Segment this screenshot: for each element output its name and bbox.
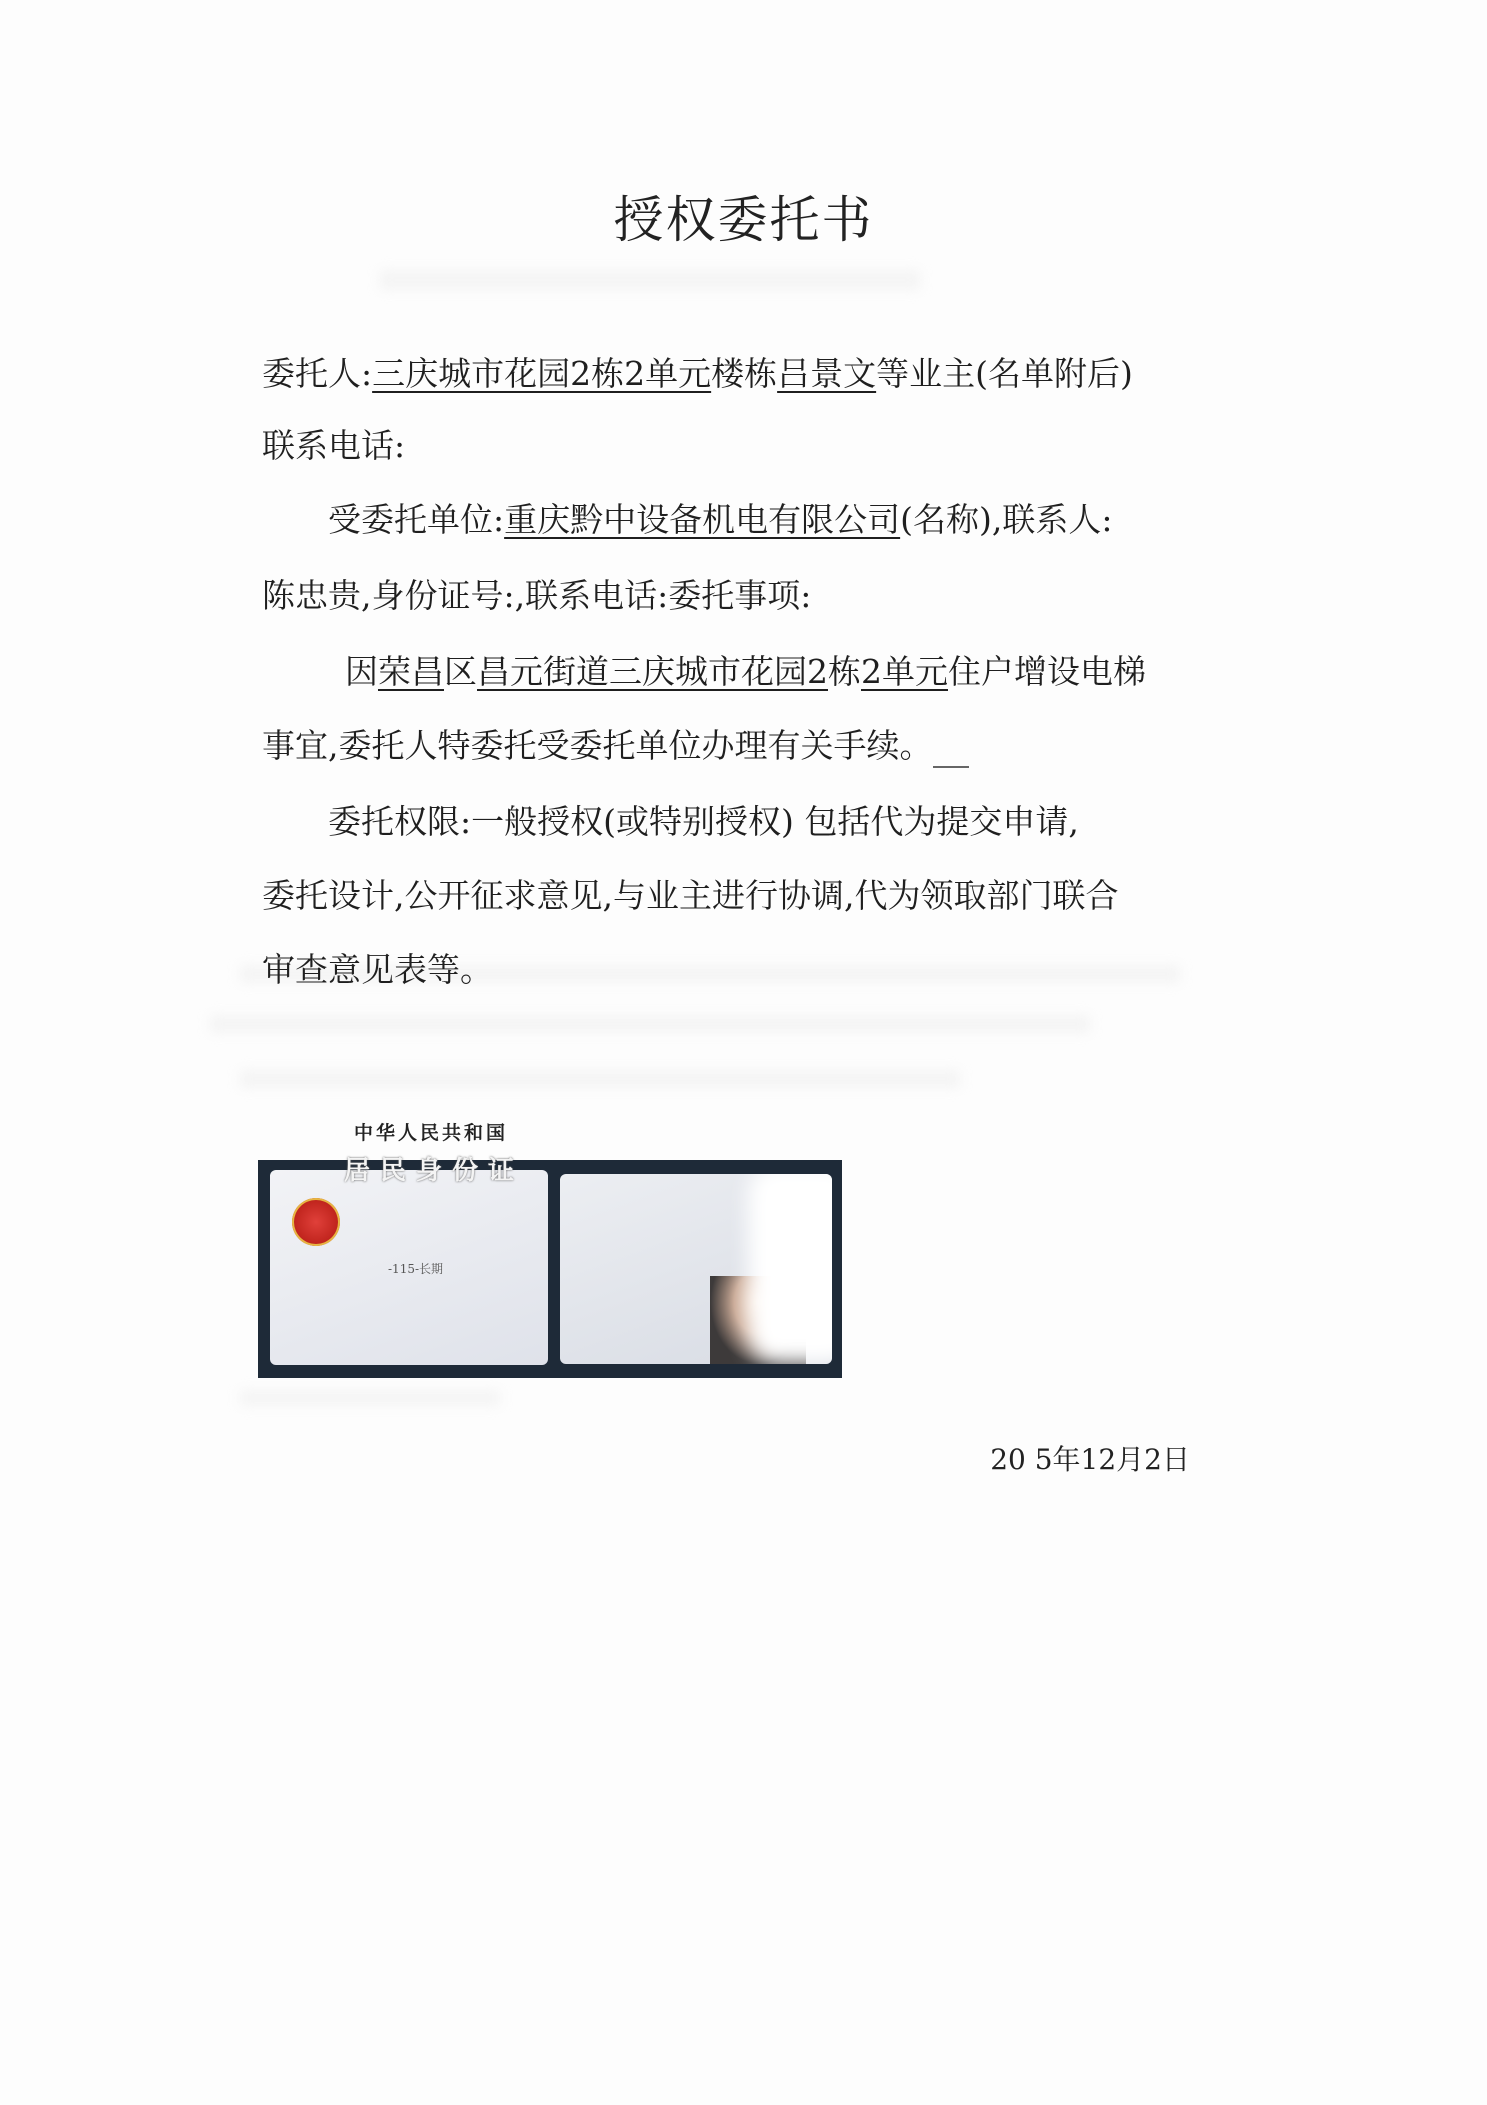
document-title: 授权委托书 [613,191,874,249]
principal-building-text: 楼栋 [711,354,778,393]
matter-text: 区 [444,652,477,691]
matter-line-2 [262,724,969,768]
matter-line [345,650,1146,694]
agent-suffix: (名称),联系人: [900,500,1113,539]
id-card-type: 居民身份证 [344,1156,525,1186]
scan-smudge [380,270,920,290]
redaction-blur [748,1174,832,1364]
agent-label: 受委托单位: [328,500,505,539]
id-card-country: 中华人民共和国 [354,1122,509,1144]
id-card-front [270,1170,548,1365]
matter-address: 昌元街道三庆城市花园2 [477,652,828,691]
matter-unit-number: 2 [861,652,882,691]
blank-underline [933,732,969,768]
agent-line-2: 陈忠贵,身份证号:,联系电话:委托事项: [262,576,812,615]
id-card-validity: -115-长期 [388,1262,444,1276]
authority-line-3: 审查意见表等。 [262,950,493,989]
id-card-photocopy [258,1118,842,1378]
agent-company: 重庆黔中设备机电有限公司 [504,500,901,539]
principal-address: 三庆城市花园2栋2单元 [372,354,712,393]
principal-suffix: 等业主(名单附后) [876,354,1133,393]
id-card-back [560,1174,832,1364]
scan-smudge [210,1015,1090,1033]
authority-line-2: 委托设计,公开征求意见,与业主进行协调,代为领取部门联合 [262,876,1119,915]
contact-phone-line [262,424,405,468]
principal-line [262,352,1133,396]
document-date: 20 5年12月2日 [990,1443,1190,1476]
scan-smudge [240,1390,500,1406]
matter-text: 事宜,委托人特委托受委托单位办理有关手续。 [262,726,933,765]
matter-text: 因 [345,652,378,691]
matter-unit: 单元 [882,652,948,691]
matter-text: 住户增设电梯 [948,652,1146,691]
scan-smudge [240,1070,960,1088]
principal-name: 吕景文 [777,354,877,393]
principal-label: 委托人: [262,354,373,393]
agent-line [328,498,1112,542]
contact-phone-label: 联系电话: [262,426,406,465]
authority-line-1: 委托权限:一般授权(或特别授权) 包括代为提交申请, [328,802,1079,841]
national-emblem-icon [292,1198,340,1246]
matter-text: 栋 [828,652,861,691]
matter-district: 荣昌 [378,652,444,691]
